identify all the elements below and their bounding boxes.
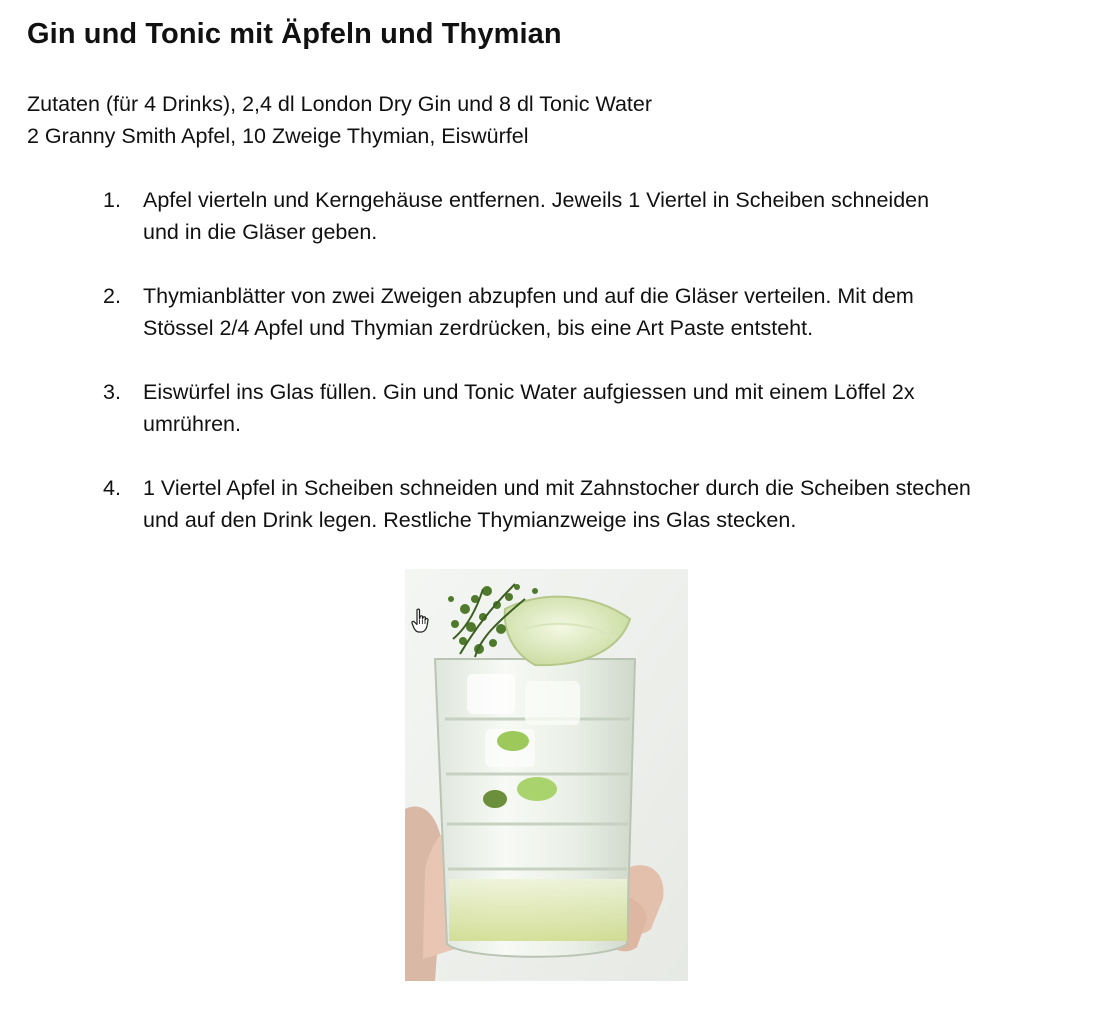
step-number: 3. [103, 380, 121, 404]
ingredients-line: 2 Granny Smith Apfel, 10 Zweige Thymian, Eiswürfel [27, 124, 529, 148]
step-item [103, 472, 1083, 536]
hand-pointer-icon [411, 608, 431, 634]
step-number: 4. [103, 476, 121, 500]
step-text-line: Thymianblätter von zwei Zweigen abzupfen und auf die Gläser verteilen. Mit dem [143, 284, 914, 308]
step-text-line: 1 Viertel Apfel in Scheiben schneiden und mit Zahnstocher durch die Scheiben stechen [143, 476, 971, 500]
step-item [103, 184, 1083, 248]
step-item [103, 280, 1083, 344]
drink-photo-illustration [405, 569, 688, 981]
step-number: 2. [103, 284, 121, 308]
step-text-line: umrühren. [143, 412, 241, 436]
drink-photo [405, 569, 688, 981]
step-text-line: und auf den Drink legen. Restliche Thymianzweige ins Glas stecken. [143, 508, 797, 532]
step-text-line: Stössel 2/4 Apfel und Thymian zerdrücken, bis eine Art Paste entsteht. [143, 316, 814, 340]
step-text-line: Apfel vierteln und Kerngehäuse entfernen. Jeweils 1 Viertel in Scheiben schneiden [143, 188, 930, 212]
step-item [103, 376, 1083, 440]
ingredients [27, 88, 652, 152]
step-number: 1. [103, 188, 121, 212]
ingredients-line: Zutaten (für 4 Drinks), 2,4 dl London Dry Gin und 8 dl Tonic Water [27, 92, 652, 116]
step-list [103, 184, 1083, 568]
step-text-line: und in die Gläser geben. [143, 220, 378, 244]
page-title: Gin und Tonic mit Äpfeln und Thymian [27, 18, 562, 50]
step-text-line: Eiswürfel ins Glas füllen. Gin und Tonic Water aufgiessen und mit einem Löffel 2x [143, 380, 915, 404]
